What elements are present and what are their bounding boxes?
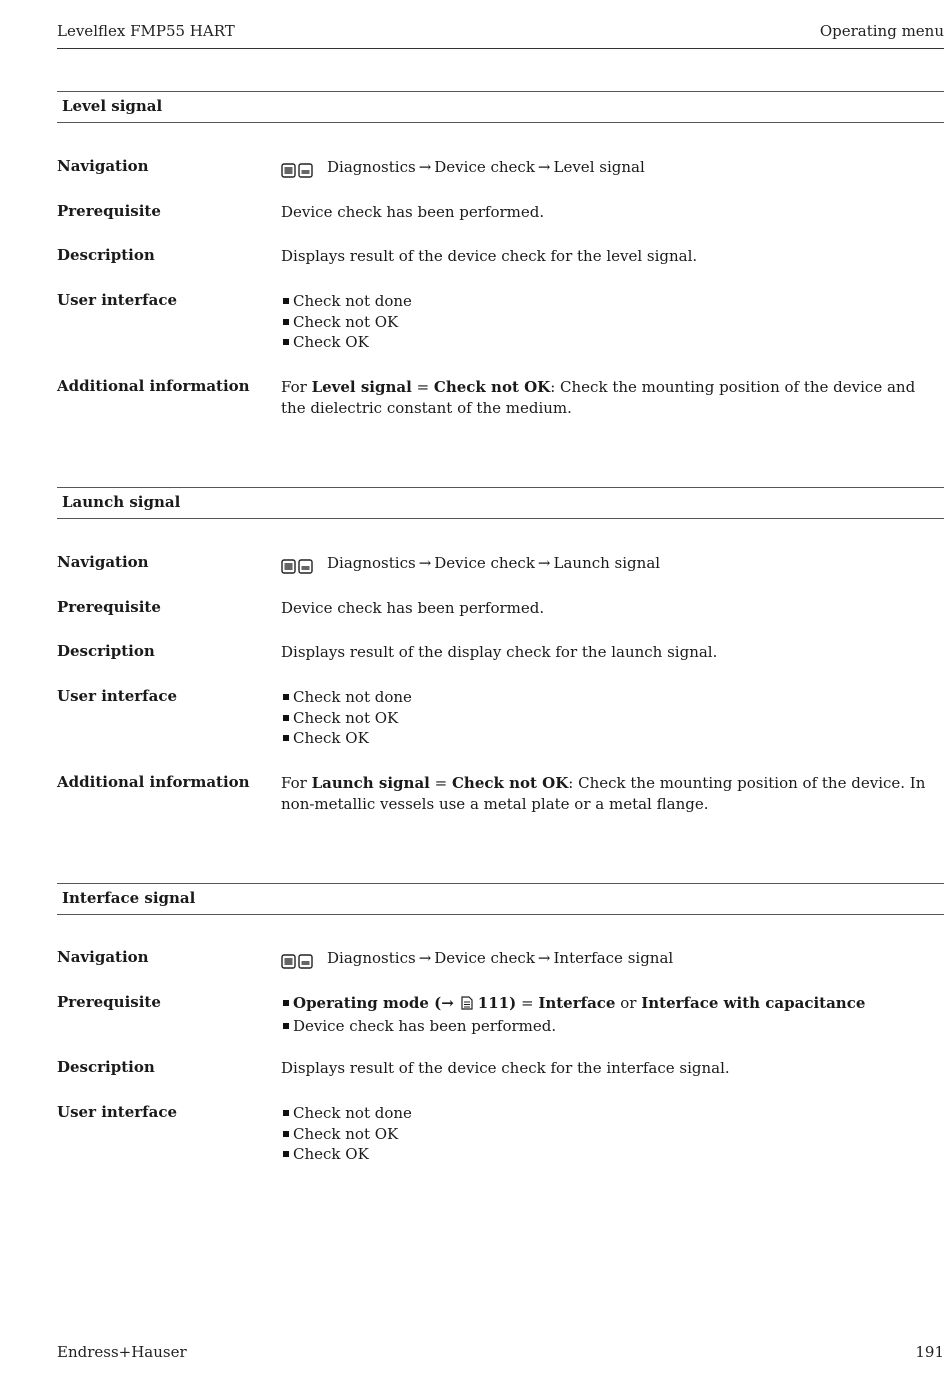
prerequisite-text: Device check has been performed.: [281, 599, 545, 617]
bullet-icon: [283, 715, 289, 721]
navigation-path: [281, 553, 944, 576]
bullet-icon: [283, 1000, 289, 1006]
section-title: Level signal: [62, 97, 163, 115]
additional-information-text: For Launch signal = Check not OK: Check the mounting position of the device. In non-metallic vessels use a metal plate or a metal flange.: [281, 774, 926, 813]
arrow-right-icon: →: [441, 994, 454, 1012]
nav-step: Device check: [434, 158, 535, 176]
arrow-right-icon: →: [537, 158, 551, 176]
page-number: 191: [915, 1343, 944, 1361]
list-item: Check OK: [281, 332, 944, 353]
bullet-icon: [283, 298, 289, 304]
nav-step: Interface signal: [553, 949, 674, 967]
nav-step: Diagnostics: [327, 554, 416, 572]
section-heading-interface-signal: [57, 883, 944, 915]
nav-step: Device check: [434, 949, 535, 967]
arrow-right-icon: →: [537, 949, 551, 967]
arrow-right-icon: →: [418, 949, 432, 967]
additional-information-label: Additional information: [57, 773, 250, 791]
menu-navigation-icon: [281, 555, 313, 576]
page-reference-link[interactable]: 111): [477, 994, 517, 1012]
bullet-icon: [283, 1110, 289, 1116]
navigation-label: Navigation: [57, 157, 149, 175]
navigation-label: Navigation: [57, 553, 149, 571]
header-rule: [57, 48, 944, 49]
bullet-icon: [283, 319, 289, 325]
section-title: Launch signal: [62, 493, 181, 511]
navigation-path: [281, 157, 944, 180]
list-item: Check not OK: [281, 708, 944, 729]
prerequisite-label: Prerequisite: [57, 598, 161, 616]
page-reference-icon: [460, 995, 474, 1016]
navigation-label: Navigation: [57, 948, 149, 966]
description-label: Description: [57, 246, 155, 264]
list-item: Check not done: [281, 291, 944, 312]
bullet-icon: [283, 1151, 289, 1157]
nav-step: Diagnostics: [327, 158, 416, 176]
arrow-right-icon: →: [418, 554, 432, 572]
nav-step: Diagnostics: [327, 949, 416, 967]
description-label: Description: [57, 642, 155, 660]
section-title: Interface signal: [62, 889, 196, 907]
arrow-right-icon: →: [537, 554, 551, 572]
arrow-right-icon: →: [418, 158, 432, 176]
navigation-path: [281, 948, 944, 971]
menu-navigation-icon: [281, 159, 313, 180]
description-text: Displays result of the display check for the launch signal.: [281, 643, 718, 661]
section-heading-launch-signal: [57, 487, 944, 519]
additional-information-label: Additional information: [57, 377, 250, 395]
prerequisite-label: Prerequisite: [57, 202, 161, 220]
user-interface-options: [281, 291, 944, 353]
description-label: Description: [57, 1058, 155, 1076]
section-heading-level-signal: [57, 91, 944, 123]
list-item: Operating mode (→ 111) = Interface or Interface with capacitance: [281, 993, 944, 1016]
list-item: Check not OK: [281, 1124, 944, 1145]
bullet-icon: [283, 1131, 289, 1137]
user-interface-options: [281, 1103, 944, 1165]
nav-step: Level signal: [553, 158, 645, 176]
description-text: Displays result of the device check for the interface signal.: [281, 1059, 730, 1077]
menu-navigation-icon: [281, 950, 313, 971]
prerequisite-label: Prerequisite: [57, 993, 161, 1011]
list-item: Check OK: [281, 728, 944, 749]
nav-step: Device check: [434, 554, 535, 572]
list-item: Check not done: [281, 687, 944, 708]
nav-step: Launch signal: [553, 554, 661, 572]
bullet-icon: [283, 735, 289, 741]
list-item: Check not OK: [281, 312, 944, 333]
bullet-icon: [283, 694, 289, 700]
list-item: Check OK: [281, 1144, 944, 1165]
list-item: Device check has been performed.: [281, 1016, 944, 1037]
running-header-section: Operating menu: [819, 22, 944, 40]
user-interface-label: User interface: [57, 1103, 178, 1121]
footer-publisher: Endress+Hauser: [57, 1343, 187, 1361]
user-interface-label: User interface: [57, 687, 178, 705]
bullet-icon: [283, 1023, 289, 1029]
running-header-title: Levelflex FMP55 HART: [57, 22, 235, 40]
prerequisite-list: [281, 993, 944, 1036]
prerequisite-text: Device check has been performed.: [281, 203, 545, 221]
user-interface-label: User interface: [57, 291, 178, 309]
list-item: Check not done: [281, 1103, 944, 1124]
user-interface-options: [281, 687, 944, 749]
bullet-icon: [283, 339, 289, 345]
additional-information-text: For Level signal = Check not OK: Check the mounting position of the device and the dielectric constant of the medium.: [281, 378, 916, 417]
description-text: Displays result of the device check for the level signal.: [281, 247, 698, 265]
